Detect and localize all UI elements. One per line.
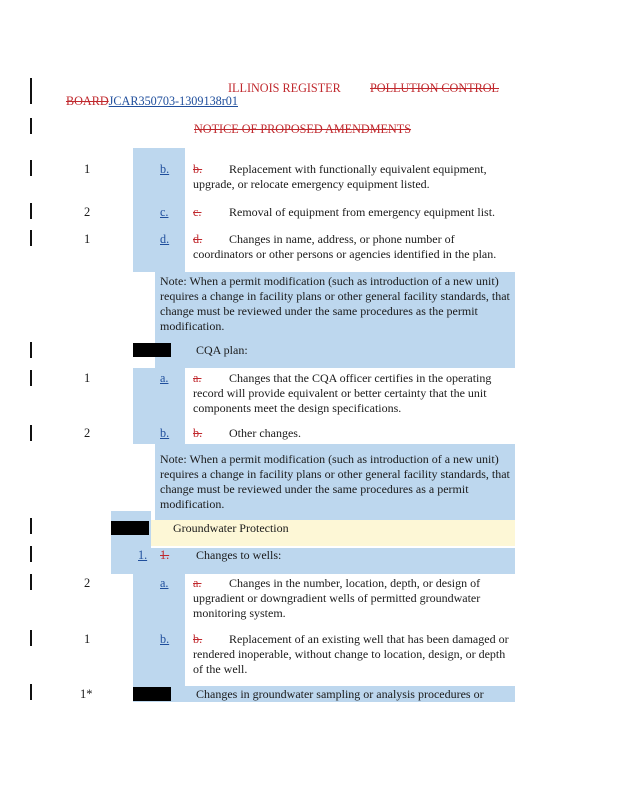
note-line: change must be reviewed under the same procedures as the permit	[160, 304, 478, 318]
item-text: Other changes.	[229, 426, 301, 440]
level-number: 1*	[80, 687, 93, 701]
shaded-region	[133, 368, 185, 444]
level-number: 1	[84, 632, 91, 646]
redaction-box	[133, 687, 171, 701]
level-number: 1	[84, 371, 91, 385]
item-text: components meet the design specifications.	[193, 401, 402, 415]
redaction-box	[111, 521, 149, 535]
shaded-region	[111, 548, 515, 574]
item-label-old: 1.	[160, 548, 170, 562]
section-heading: CQA plan:	[196, 343, 248, 357]
register-title: ILLINOIS REGISTER	[228, 81, 341, 95]
level-number: 2	[84, 576, 91, 590]
item-text: rendered inoperable, without change to location, design, or depth	[193, 647, 506, 661]
redaction-box	[133, 343, 171, 357]
doc-id: JCAR350703-1309138r01	[108, 94, 238, 108]
change-bar	[30, 425, 32, 441]
item-label-new: b.	[160, 162, 170, 176]
item-text: upgrade, or relocate emergency equipment listed.	[193, 177, 430, 191]
level-number: 1	[84, 162, 91, 176]
agency-struck: POLLUTION CONTROL	[370, 81, 499, 95]
item-text: coordinators or other persons or agencies identified in the plan.	[193, 247, 497, 261]
item-label-old: b.	[193, 632, 203, 646]
level-number: 2	[84, 205, 91, 219]
change-bar	[30, 203, 32, 219]
item-label-old: b.	[193, 162, 203, 176]
item-text: Replacement of an existing well that has been damaged or	[229, 632, 509, 646]
item-text: of the well.	[193, 662, 248, 676]
note-line: change must be reviewed under the same procedures as a permit	[160, 482, 469, 496]
item-label-old: c.	[193, 205, 202, 219]
shaded-region	[133, 148, 185, 272]
note-line: Note: When a permit modification (such as introduction of a new unit)	[160, 274, 499, 288]
item-label-old: a.	[193, 371, 202, 385]
board-line	[66, 94, 238, 109]
note-line: Note: When a permit modification (such as introduction of a new unit)	[160, 452, 499, 466]
note-line: requires a change in facility plans or other general facility standards, that	[160, 289, 510, 303]
change-bar	[30, 574, 32, 590]
item-label-new: d.	[160, 232, 170, 246]
item-label-old: d.	[193, 232, 203, 246]
item-text: Replacement with functionally equivalent equipment,	[229, 162, 487, 176]
change-bar	[30, 78, 32, 104]
note-paragraph	[160, 274, 515, 334]
item-label-new: b.	[160, 426, 170, 440]
item-text: monitoring system.	[193, 606, 286, 620]
item-label-old: b.	[193, 426, 203, 440]
item-text: Changes that the CQA officer certifies in the operating	[229, 371, 492, 385]
change-bar	[30, 630, 32, 646]
item-text: Changes in groundwater sampling or analysis procedures or	[196, 687, 484, 701]
notice-heading: NOTICE OF PROPOSED AMENDMENTS	[194, 122, 412, 136]
section-heading: Groundwater Protection	[173, 521, 289, 535]
item-label-old: a.	[193, 576, 202, 590]
note-paragraph	[160, 452, 515, 512]
item-label-new: a.	[160, 371, 169, 385]
change-bar	[30, 230, 32, 246]
item-text: upgradient or downgradient wells of permitted groundwater	[193, 591, 481, 605]
change-bar	[30, 342, 32, 358]
item-text: record will provide equivalent or better certainty that the unit	[193, 386, 487, 400]
change-bar	[30, 160, 32, 176]
item-text: Changes in name, address, or phone number of	[229, 232, 455, 246]
board-struck: BOARD	[66, 94, 109, 108]
item-label-new: 1.	[138, 548, 148, 562]
change-bar	[30, 118, 32, 134]
item-label-new: c.	[160, 205, 169, 219]
note-line: requires a change in facility plans or other general facility standards, that	[160, 467, 510, 481]
note-line: modification.	[160, 319, 225, 333]
level-number: 2	[84, 426, 91, 440]
change-bar	[30, 518, 32, 534]
item-text: Removal of equipment from emergency equipment list.	[229, 205, 496, 219]
change-bar	[30, 370, 32, 386]
item-text: Changes to wells:	[196, 548, 282, 562]
level-number: 1	[84, 232, 91, 246]
item-label-new: b.	[160, 632, 170, 646]
item-text: Changes in the number, location, depth, or design of	[229, 576, 481, 590]
change-bar	[30, 546, 32, 562]
note-line: modification.	[160, 497, 225, 511]
shaded-region	[133, 574, 185, 686]
item-label-new: a.	[160, 576, 169, 590]
change-bar	[30, 684, 32, 700]
